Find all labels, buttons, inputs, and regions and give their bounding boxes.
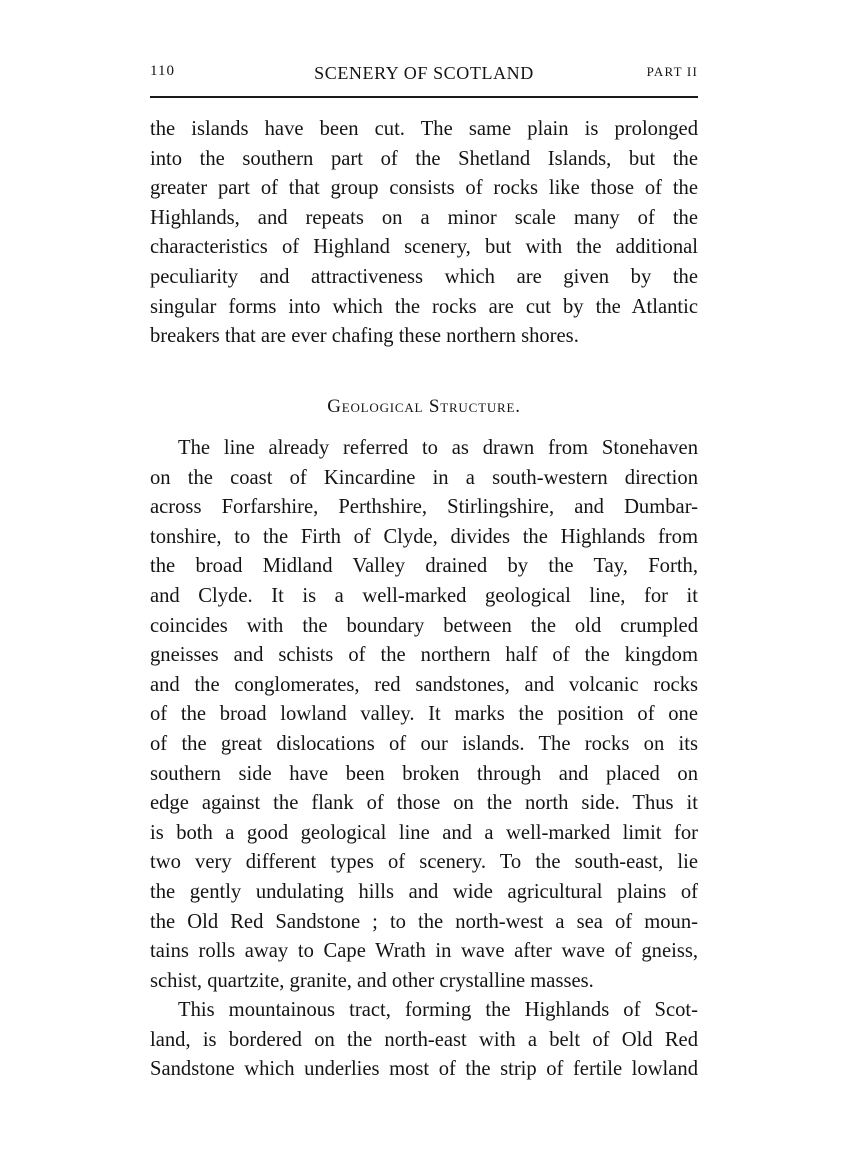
text-line: the gently undulating hills and wide agricultural plains of bbox=[150, 880, 698, 903]
text-line: of the great dislocations of our islands. The rocks on its bbox=[150, 732, 698, 755]
text-line: the broad Midland Valley drained by the Tay, Forth, bbox=[150, 555, 698, 578]
text-line: tonshire, to the Firth of Clyde, divides the Highlands from bbox=[150, 525, 698, 548]
text-line: and the conglomerates, red sandstones, and volcanic rocks bbox=[150, 673, 698, 696]
paragraph bbox=[150, 996, 698, 1085]
text-line: characteristics of Highland scenery, but with the additional bbox=[150, 236, 698, 259]
text-line: Sandstone which underlies most of the strip of fertile lowland bbox=[150, 1058, 698, 1081]
text-line: tains rolls away to Cape Wrath in wave after wave of gneiss, bbox=[150, 940, 698, 963]
text-line: schist, quartzite, granite, and other crystalline masses. bbox=[150, 969, 594, 992]
paragraph-continued bbox=[150, 115, 698, 352]
text-line: land, is bordered on the north-east with a belt of Old Red bbox=[150, 1028, 698, 1051]
text-line: greater part of that group consists of rocks like those of the bbox=[150, 177, 698, 200]
text-line: gneisses and schists of the northern half of the kingdom bbox=[150, 644, 698, 667]
text-line: and Clyde. It is a well-marked geological line, for it bbox=[150, 584, 698, 607]
text-line: peculiarity and attractiveness which are given by the bbox=[150, 265, 698, 288]
text-line: two very different types of scenery. To the south-east, lie bbox=[150, 851, 698, 874]
text-line: on the coast of Kincardine in a south-western direction bbox=[150, 466, 698, 489]
text-line: singular forms into which the rocks are cut by the Atlantic bbox=[150, 295, 698, 318]
paragraph bbox=[150, 434, 698, 996]
text-line: The line already referred to as drawn from Stonehaven bbox=[178, 437, 698, 459]
text-line: the islands have been cut. The same plain is prolonged bbox=[150, 118, 698, 140]
running-title: SCENERY OF SCOTLAND bbox=[314, 63, 534, 83]
header-rule bbox=[150, 96, 698, 98]
text-line: the Old Red Sandstone ; to the north-west a sea of moun- bbox=[150, 910, 698, 933]
text-line: is both a good geological line and a well-marked limit for bbox=[150, 821, 698, 844]
text-line: edge against the flank of those on the north side. Thus it bbox=[150, 792, 698, 815]
text-line: across Forfarshire, Perthshire, Stirlingshire, and Dumbar- bbox=[150, 496, 698, 519]
text-line: This mountainous tract, forming the Highlands of Scot- bbox=[178, 999, 698, 1021]
text-line: breakers that are ever chafing these northern shores. bbox=[150, 325, 579, 348]
text-line: coincides with the boundary between the old crumpled bbox=[150, 614, 698, 637]
part-label: PART II bbox=[646, 64, 698, 79]
section-heading: Geological Structure. bbox=[327, 396, 521, 417]
page-number: 110 bbox=[150, 63, 175, 79]
text-line: into the southern part of the Shetland Islands, but the bbox=[150, 147, 698, 170]
text-line: of the broad lowland valley. It marks the position of one bbox=[150, 703, 698, 726]
text-line: Highlands, and repeats on a minor scale many of the bbox=[150, 206, 698, 229]
text-line: southern side have been broken through and placed on bbox=[150, 762, 698, 785]
running-head bbox=[150, 63, 698, 87]
